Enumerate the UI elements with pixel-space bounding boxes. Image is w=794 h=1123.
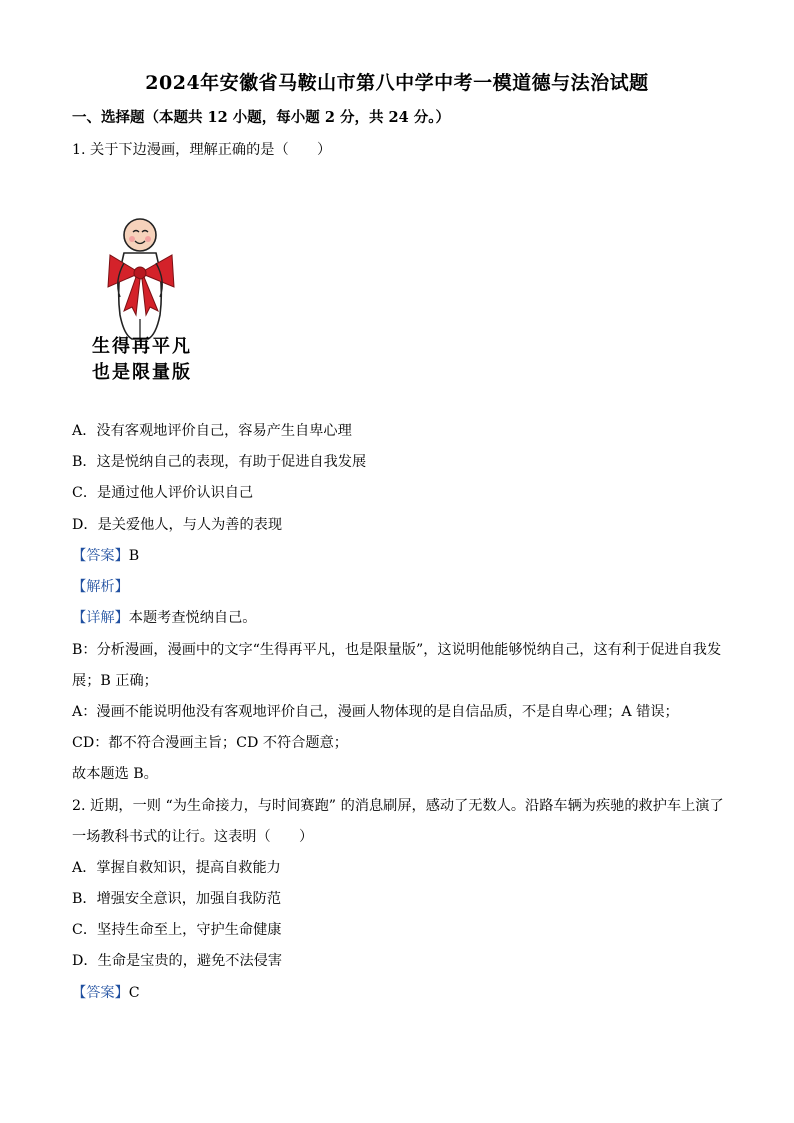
q1-explain-b-line2: 展；B 正确； [72, 673, 158, 689]
answer-value: C [128, 985, 140, 1001]
q2-answer [72, 984, 140, 1002]
q2-option-a: A．掌握自救知识，提高自救能力 [72, 860, 281, 876]
q2-option-b: B．增强安全意识，加强自我防范 [72, 891, 282, 907]
answer-tag: 【答案】 [72, 985, 129, 1001]
q1-option-a: A．没有客观地评价自己，容易产生自卑心理 [72, 423, 352, 439]
cartoon-caption [92, 334, 192, 386]
q1-explain-cd: CD：都不符合漫画主旨；CD 不符合题意； [72, 735, 348, 751]
q1-option-b: B．这是悦纳自己的表现，有助于促进自我发展 [72, 454, 367, 470]
q1-option-c: C．是通过他人评价认识自己 [72, 485, 254, 501]
q1-detail [72, 609, 256, 627]
page-title: 2024年安徽省马鞍山市第八中学中考一模道德与法治试题 [145, 72, 649, 94]
answer-tag: 【答案】 [72, 548, 129, 564]
q1-explain-b-line1: B：分析漫画，漫画中的文字“生得再平凡，也是限量版”，这说明他能够悦纳自己，这有利于促进自我发 [72, 642, 722, 658]
q1-analysis-tag [72, 578, 129, 596]
answer-value: B [128, 548, 140, 564]
q1-answer [72, 547, 139, 565]
detail-tag: 【详解】 [72, 610, 129, 626]
q1-explain-a: A：漫画不能说明他没有客观地评价自己，漫画人物体现的是自信品质，不是自卑心理；A 错误； [72, 704, 679, 720]
analysis-tag: 【解析】 [72, 579, 129, 595]
section-heading: 一、选择题（本题共 12 小题，每小题 2 分，共 24 分。） [72, 109, 450, 126]
question-1-stem: 1. 关于下边漫画，理解正确的是（ ） [72, 142, 332, 158]
q1-option-d: D．是关爱他人，与人为善的表现 [72, 517, 283, 533]
detail-text: 本题考查悦纳自己。 [128, 610, 257, 626]
question-2-stem-line1: 2. 近期，一则 “为生命接力，与时间赛跑” 的消息刷屏，感动了无数人。沿路车辆为疾驰的救护车上演了 [72, 798, 724, 814]
cartoon-text-line2: 也是限量版 [92, 362, 192, 383]
q2-option-d: D．生命是宝贵的，避免不法侵害 [72, 953, 283, 969]
cartoon-text-line1: 生得再平凡 [92, 336, 192, 357]
question-2-stem-line2: 一场教科书式的让行。这表明（ ） [72, 829, 314, 845]
q1-conclusion: 故本题选 B。 [72, 766, 158, 782]
q2-option-c: C．坚持生命至上，守护生命健康 [72, 922, 282, 938]
